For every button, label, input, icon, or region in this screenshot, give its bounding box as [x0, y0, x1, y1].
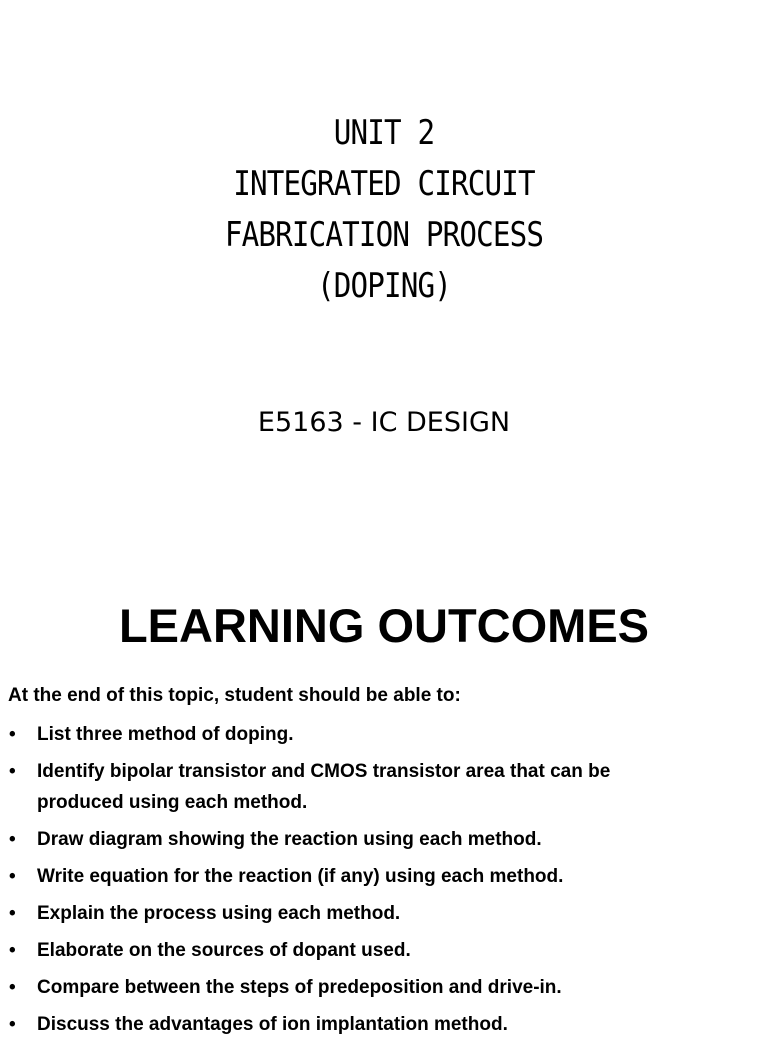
bullet-icon: • [9, 829, 16, 850]
list-item [0, 972, 768, 1003]
list-item-text: Explain the process using each method. [37, 903, 401, 924]
bullet-icon: • [9, 1014, 16, 1035]
list-item-text: List three method of doping. [37, 724, 294, 745]
title-line-doping: (DOPING) [317, 266, 451, 306]
list-item [0, 824, 768, 855]
learning-outcomes-intro: At the end of this topic, student should be able to: [8, 685, 461, 706]
list-item-text: Identify bipolar transistor and CMOS transistor area that can be [37, 761, 611, 782]
bullet-icon: • [9, 724, 16, 745]
list-item [0, 719, 768, 750]
course-code: E5163 - IC DESIGN [257, 407, 511, 438]
title-line-unit: UNIT 2 [333, 113, 435, 153]
bullet-icon: • [9, 761, 16, 782]
list-item [0, 935, 768, 966]
list-item-text: Compare between the steps of predeposition and drive-in. [37, 977, 562, 998]
bullet-icon: • [9, 903, 16, 924]
title-line-integrated-circuit: INTEGRATED CIRCUIT [233, 164, 535, 204]
list-item [0, 898, 768, 929]
bullet-icon: • [9, 866, 16, 887]
list-item-text: Draw diagram showing the reaction using each method. [37, 829, 542, 850]
list-item-text-continued: produced using each method. [37, 792, 308, 813]
list-item [0, 1009, 768, 1040]
list-item-text: Write equation for the reaction (if any) using each method. [37, 866, 564, 887]
learning-outcomes-list [0, 719, 768, 1046]
list-item [0, 756, 768, 818]
learning-outcomes-slide [0, 560, 768, 1035]
learning-outcomes-heading: LEARNING OUTCOMES [118, 599, 650, 652]
bullet-icon: • [9, 977, 16, 998]
list-item [0, 861, 768, 892]
slide-title [54, 108, 714, 312]
list-item-text: Discuss the advantages of ion implantation method. [37, 1014, 508, 1035]
list-item-text: Elaborate on the sources of dopant used. [37, 940, 411, 961]
title-line-fabrication-process: FABRICATION PROCESS [224, 215, 544, 255]
bullet-icon: • [9, 940, 16, 961]
